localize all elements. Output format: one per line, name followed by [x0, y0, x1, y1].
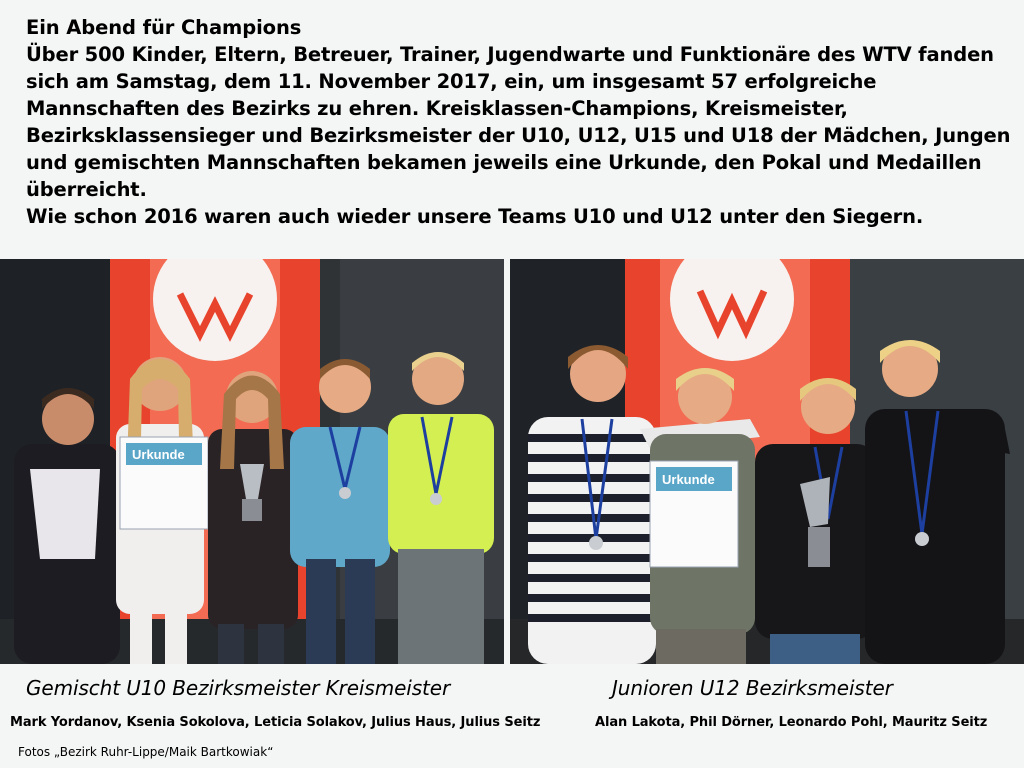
photo-team-u12 [510, 259, 1024, 664]
article-body: Über 500 Kinder, Eltern, Betreuer, Trainer, Jugendwarte und Funktionäre des WTV fanden sich am Samstag, dem 11. November 2017, ein, um insgesamt 57 erfolgreiche Mannschaften des Bezirks zu ehren. Kreisklassen-Champions, Kreismeister, Bezirksklassensieger und Bezirksmeister der U10, U12, U15 und U18 der Mädchen, Jungen und gemischten Mannschaften bekamen jeweils eine Urkunde, den Pokal und Medaillen überreicht. [26, 43, 1011, 201]
team-u12-illustration [510, 259, 1024, 664]
photo-credit: Fotos „Bezirk Ruhr-Lippe/Maik Bartkowiak“ [18, 745, 274, 759]
team-u10-illustration [0, 259, 504, 664]
certificate-text: Urkunde [132, 447, 185, 462]
article-title: Ein Abend für Champions [26, 16, 302, 39]
caption-team-u10: Gemischt U10 Bezirksmeister Kreismeister [26, 676, 451, 700]
player-names-u10: Mark Yordanov, Ksenia Sokolova, Leticia Solakov, Julius Haus, Julius Seitz [10, 715, 541, 730]
player-names-u12: Alan Lakota, Phil Dörner, Leonardo Pohl, Mauritz Seitz [595, 715, 988, 730]
caption-team-u12: Junioren U12 Bezirksmeister [612, 676, 893, 700]
certificate-text: Urkunde [662, 472, 715, 487]
article-body-closing: Wie schon 2016 waren auch wieder unsere Teams U10 und U12 unter den Siegern. [26, 205, 924, 228]
article [26, 14, 1016, 230]
photo-team-u10 [0, 259, 504, 664]
